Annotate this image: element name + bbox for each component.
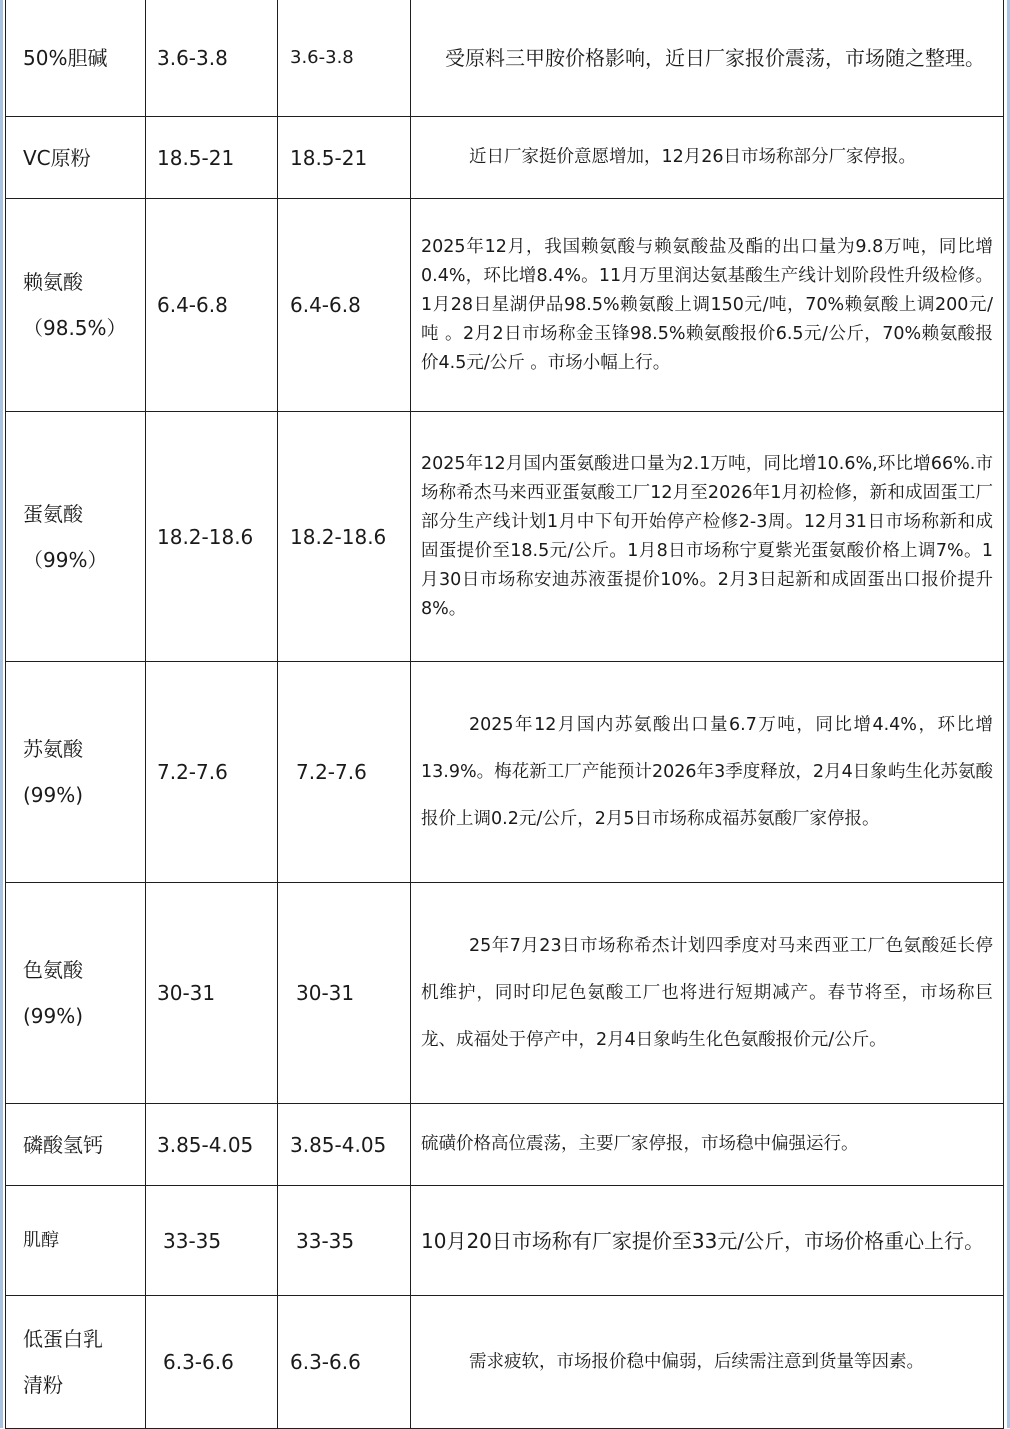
table-row: [6, 1186, 1004, 1296]
product-name-cell: [6, 1186, 146, 1296]
product-name: 蛋氨酸: [23, 501, 83, 526]
market-note-text: 需求疲软，市场报价稳中偏弱，后续需注意到货量等因素。: [469, 1351, 924, 1372]
market-note: [411, 662, 1004, 883]
market-note-text: 2025年12月国内蛋氨酸进口量为2.1万吨，同比增10.6%,环比增66%.市场称希杰马来西亚蛋氨酸工厂12月至2026年1月初检修，新和成固蛋工厂部分生产线计划1月中下旬开始停产检修2-3周。12月31日市场称新和成固蛋提价至18.5元/公斤。1月8日市场称宁夏紫光蛋氨酸价格上调7%。1月30日市场称安迪苏液蛋提价10%。2月3日起新和成固蛋出口报价提升8%。: [421, 453, 993, 619]
market-note-text: 受原料三甲胺价格影响，近日厂家报价震荡，市场随之整理。: [445, 45, 985, 70]
market-note-text: 硫磺价格高位震荡，主要厂家停报，市场稳中偏强运行。: [421, 1134, 859, 1154]
table-row: [6, 662, 1004, 883]
table-row: [6, 883, 1004, 1104]
product-spec: （99%）: [23, 547, 108, 572]
price-cell-1: 33-35: [146, 1186, 278, 1296]
product-name: 苏氨酸: [23, 737, 83, 761]
price-cell-1: 30-31: [146, 883, 278, 1104]
price-cell-1: 6.3-6.6: [146, 1296, 278, 1429]
product-name: 肌醇: [23, 1229, 59, 1251]
product-name: 磷酸氢钙: [23, 1132, 103, 1157]
market-note: [411, 1104, 1004, 1186]
product-name: 色氨酸: [23, 958, 83, 982]
market-note: [411, 1186, 1004, 1296]
product-name: 赖氨酸: [23, 270, 83, 294]
table-row: [6, 1104, 1004, 1186]
price-cell-1: 18.5-21: [146, 117, 278, 199]
product-spec: (99%): [23, 1004, 84, 1028]
price-cell-2: 18.5-21: [278, 117, 411, 199]
product-name-cell: [6, 1296, 146, 1429]
market-note: [411, 883, 1004, 1104]
product-spec: （98.5%）: [23, 316, 127, 340]
market-note-text: 2025年12月，我国赖氨酸与赖氨酸盐及酯的出口量为9.8万吨，同比增0.4%，环比增8.4%。11月万里润达氨基酸生产线计划阶段性升级检修。1月28日星湖伊品98.5%赖氨酸上调150元/吨，70%赖氨酸上调200元/吨 。2月2日市场称金玉锋98.5%赖氨酸报价6.5元/公斤，70%赖氨酸报价4.5元/公斤 。市场小幅上行。: [421, 236, 993, 373]
market-note: [411, 1296, 1004, 1429]
price-table: [5, 0, 1004, 1429]
product-name: 50%胆碱: [23, 45, 108, 70]
price-cell-2: 18.2-18.6: [278, 412, 411, 662]
market-note: [411, 412, 1004, 662]
price-cell-2: 3.6-3.8: [278, 0, 411, 117]
price-cell-1: 3.85-4.05: [146, 1104, 278, 1186]
market-note-text: 10月20日市场称有厂家提价至33元/公斤，市场价格重心上行。: [421, 1228, 985, 1253]
product-spec: (99%): [23, 783, 84, 807]
product-name: VC原粉: [23, 145, 91, 170]
market-note: [411, 117, 1004, 199]
market-note: [411, 0, 1004, 117]
price-cell-2: 33-35: [278, 1186, 411, 1296]
product-name-cell: [6, 883, 146, 1104]
table-row: [6, 412, 1004, 662]
product-name-cont: 清粉: [23, 1373, 63, 1397]
market-note-text: 近日厂家挺价意愿增加，12月26日市场称部分厂家停报。: [469, 147, 917, 167]
product-name-cell: [6, 199, 146, 412]
product-name-cell: [6, 662, 146, 883]
price-cell-2: 3.85-4.05: [278, 1104, 411, 1186]
table-row: [6, 117, 1004, 199]
market-note: [411, 199, 1004, 412]
price-cell-1: 3.6-3.8: [146, 0, 278, 117]
table-row: [6, 199, 1004, 412]
product-name-cell: [6, 0, 146, 117]
price-cell-2: 30-31: [278, 883, 411, 1104]
table-row: [6, 0, 1004, 117]
table-row: [6, 1296, 1004, 1429]
price-cell-2: 6.3-6.6: [278, 1296, 411, 1429]
price-cell-2: 6.4-6.8: [278, 199, 411, 412]
product-name-cell: [6, 117, 146, 199]
product-name-cell: [6, 412, 146, 662]
price-cell-2: 7.2-7.6: [278, 662, 411, 883]
market-note-text: 2025年12月国内苏氨酸出口量6.7万吨，同比增4.4%，环比增13.9%。梅花新工厂产能预计2026年3季度释放，2月4日象屿生化苏氨酸报价上调0.2元/公斤，2月5日市场称成福苏氨酸厂家停报。: [421, 714, 993, 829]
price-cell-1: 7.2-7.6: [146, 662, 278, 883]
product-name: 低蛋白乳: [23, 1327, 103, 1351]
price-cell-1: 18.2-18.6: [146, 412, 278, 662]
price-cell-1: 6.4-6.8: [146, 199, 278, 412]
market-note-text: 25年7月23日市场称希杰计划四季度对马来西亚工厂色氨酸延长停机维护，同时印尼色氨酸工厂也将进行短期减产。春节将至，市场称巨龙、成福处于停产中，2月4日象屿生化色氨酸报价元/公斤。: [421, 935, 993, 1050]
product-name-cell: [6, 1104, 146, 1186]
